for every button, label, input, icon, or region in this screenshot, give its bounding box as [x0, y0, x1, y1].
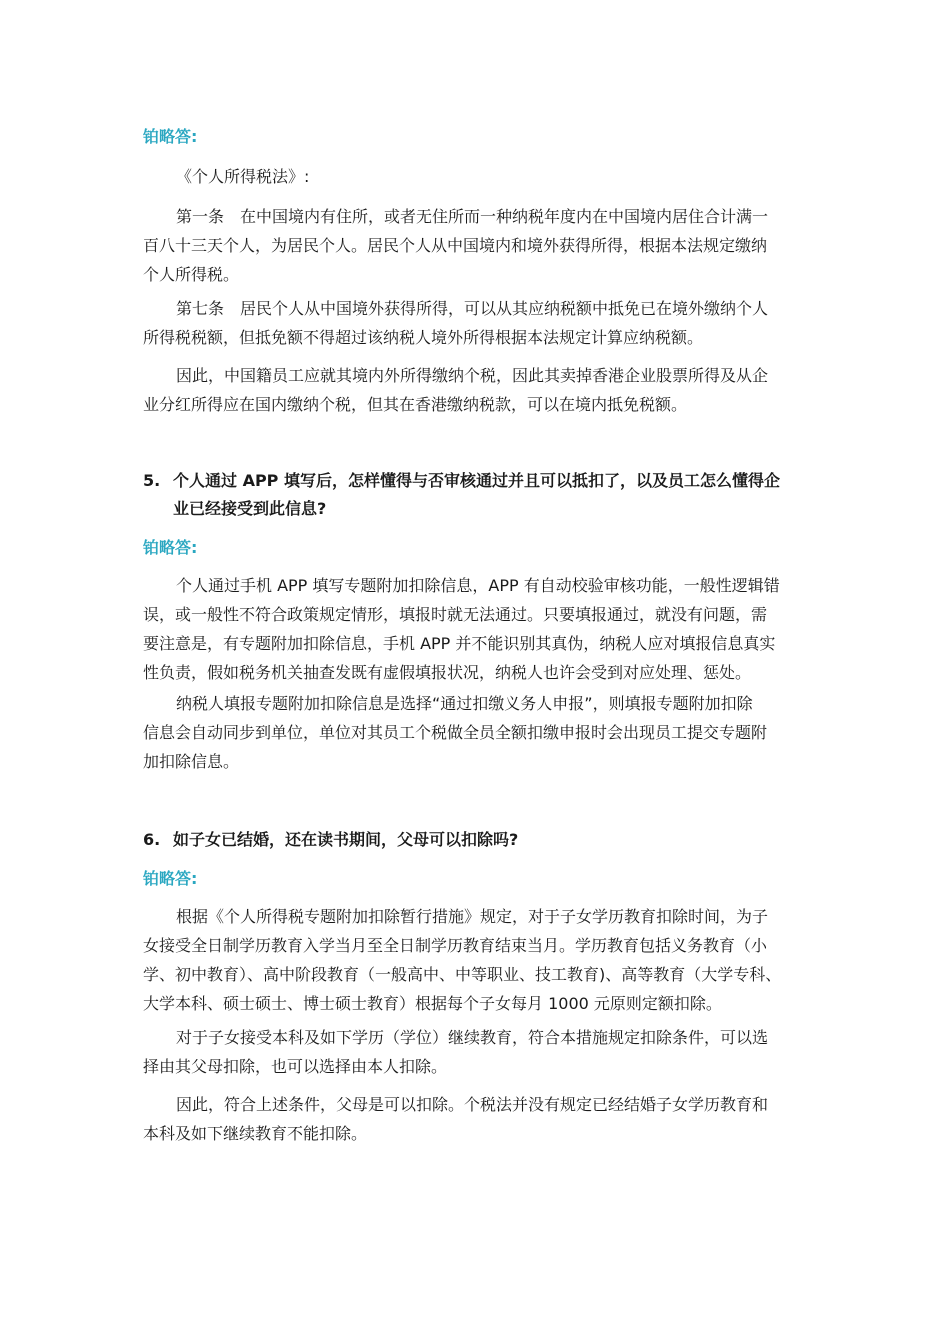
- question-text-line1: 如子女已结婚，还在读书期间，父母可以扣除吗?: [173, 830, 519, 849]
- answer-label-s4: 铂略答:: [143, 127, 198, 146]
- s4-paragraph-2: [143, 294, 811, 352]
- s4-paragraph-3: [143, 361, 811, 419]
- text-line: 女接受全日制学历教育入学当月至全日制学历教育结束当月。学历教育包括义务教育（小: [143, 936, 768, 955]
- text-line: 性负责，假如税务机关抽查发既有虚假填报状况，纳税人也许会受到对应处理、惩处。: [143, 663, 752, 682]
- question-number: 6.: [143, 830, 161, 849]
- text-line: 本科及如下继续教育不能扣除。: [143, 1124, 368, 1143]
- text-line: 大学本科、硕士硕士、博士硕士教育）根据每个子女每月 1000 元原则定额扣除。: [143, 994, 722, 1013]
- question-text-line2: 业已经接受到此信息?: [173, 499, 327, 518]
- question-number: 5.: [143, 471, 161, 490]
- text-line: 因此，中国籍员工应就其境内外所得缴纳个税，因此其卖掉香港企业股票所得及从企: [176, 366, 769, 385]
- text-line: 所得税税额，但抵免额不得超过该纳税人境外所得根据本法规定计算应纳税额。: [143, 328, 704, 347]
- text-line: 个人通过手机 APP 填写专题附加扣除信息，APP 有自动校验审核功能，一般性逻辑错: [176, 576, 780, 595]
- text-line: 百八十三天个人，为居民个人。居民个人从中国境内和境外获得所得，根据本法规定缴纳: [143, 236, 768, 255]
- text-line: 误，或一般性不符合政策规定情形，填报时就无法通过。只要填报通过，就没有问题，需: [143, 605, 768, 624]
- text-line: 纳税人填报专题附加扣除信息是选择“通过扣缴义务人申报”，则填报专题附加扣除: [176, 694, 753, 713]
- s6-paragraph-2: [143, 1023, 811, 1081]
- text-line: 信息会自动同步到单位，单位对其员工个税做全员全额扣缴申报时会出现员工提交专题附: [143, 723, 768, 742]
- s5-paragraph-2: [143, 689, 811, 776]
- answer-label-s5: 铂略答:: [143, 538, 198, 557]
- law-title-paragraph: [143, 162, 811, 191]
- s6-paragraph-1: [143, 902, 811, 1018]
- s5-paragraph-1: [143, 571, 811, 687]
- question-5: [143, 467, 813, 523]
- text-line: 第七条 居民个人从中国境外获得所得，可以从其应纳税额中抵免已在境外缴纳个人: [176, 299, 769, 318]
- text-line: 因此，符合上述条件，父母是可以扣除。个税法并没有规定已经结婚子女学历教育和: [176, 1095, 769, 1114]
- text-line: 业分红所得应在国内缴纳个税，但其在香港缴纳税款，可以在境内抵免税额。: [143, 395, 688, 414]
- text-line: 择由其父母扣除，也可以选择由本人扣除。: [143, 1057, 448, 1076]
- s4-paragraph-1: [143, 202, 811, 289]
- text-line: 要注意是，有专题附加扣除信息，手机 APP 并不能识别其真伪，纳税人应对填报信息真实: [143, 634, 776, 653]
- text-line: 根据《个人所得税专题附加扣除暂行措施》规定，对于子女学历教育扣除时间，为子: [176, 907, 769, 926]
- answer-label-s6: 铂略答:: [143, 869, 198, 888]
- text-line: 加扣除信息。: [143, 752, 240, 771]
- question-6: [143, 826, 813, 854]
- s6-paragraph-3: [143, 1090, 811, 1148]
- text-line: 学、初中教育）、高中阶段教育（一般高中、中等职业、技工教育)、高等教育（大学专科、: [143, 965, 782, 984]
- text-line: 第一条 在中国境内有住所，或者无住所而一种纳税年度内在中国境内居住合计满一: [176, 207, 769, 226]
- text-line: 对于子女接受本科及如下学历（学位）继续教育，符合本措施规定扣除条件，可以选: [176, 1028, 769, 1047]
- question-text-line1: 个人通过 APP 填写后，怎样懂得与否审核通过并且可以抵扣了，以及员工怎么懂得企: [173, 471, 780, 490]
- text-line: 个人所得税。: [143, 265, 240, 284]
- law-title: 《个人所得税法》:: [176, 167, 310, 186]
